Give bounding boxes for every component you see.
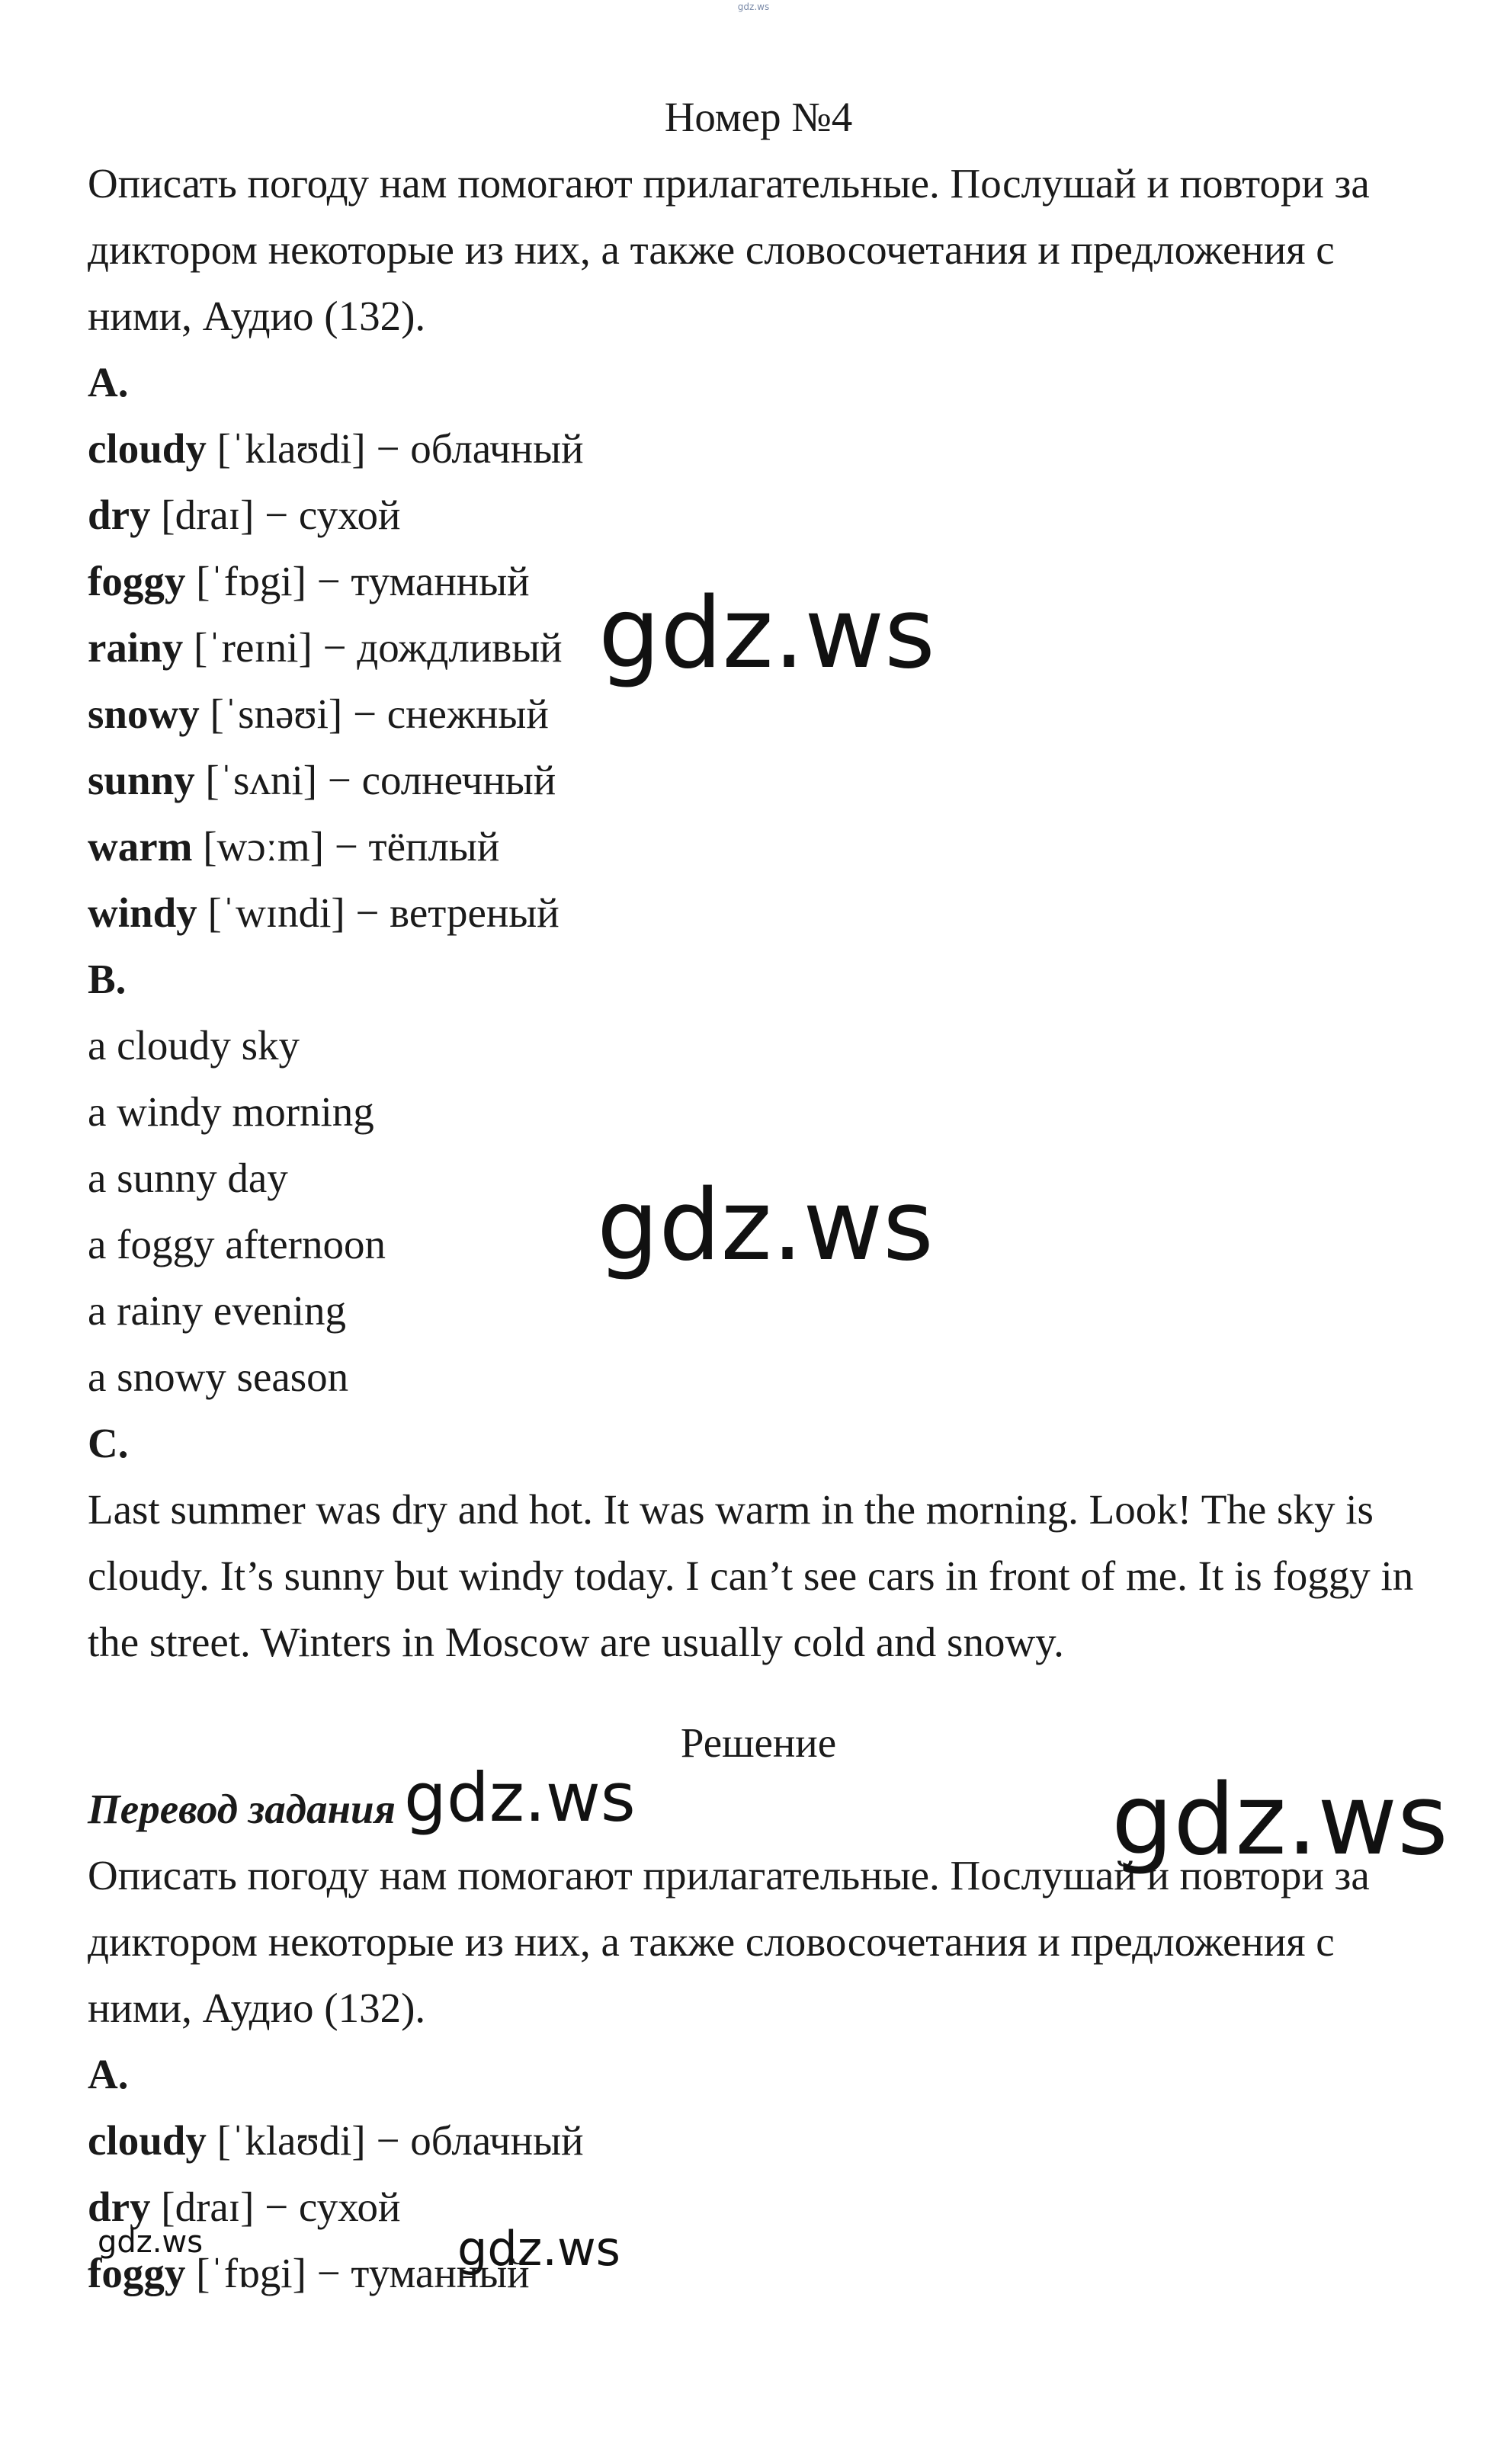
watermark-logo: gdz.ws	[457, 2221, 620, 2277]
vocab-definition: [draɪ] − сухой	[150, 492, 401, 538]
vocab-definition: [ˈfɒgi] − туманный	[185, 2250, 530, 2296]
vocab-word: cloudy	[88, 2117, 207, 2164]
vocab-item	[88, 482, 1429, 548]
watermark-logo: gdz.ws	[404, 1758, 636, 1837]
vocab-item	[88, 681, 1429, 747]
vocab-definition: [ˈklaʊdi] − облачный	[206, 2117, 584, 2164]
vocab-item	[88, 880, 1429, 946]
vocab-word: snowy	[88, 690, 200, 737]
vocab-definition: [ˈwɪndi] − ветреный	[197, 889, 560, 936]
task-text: Описать погоду нам помогают прилагательные. Послушай и повтори за диктором некоторые из них, а также словосочетания и предложения с ними, Аудио (132).	[88, 160, 1370, 339]
phrase-item: a rainy evening	[88, 1287, 347, 1334]
vocab-word: rainy	[88, 624, 184, 671]
section-c-text: Last summer was dry and hot. It was warm in the morning. Look! The sky is cloudy. It’s sunny but windy today. I can’t see cars in front of me. It is foggy in the street. Winters in Moscow are usually cold and snowy.	[88, 1486, 1414, 1665]
vocab-item	[88, 813, 1429, 880]
translation-text: Описать погоду нам помогают прилагательные. Послушай и повтори за диктором некоторые из них, а также словосочетания и предложения с ними, Аудио (132).	[88, 1852, 1370, 2031]
solution-heading: Решение	[680, 1719, 837, 1766]
phrase-item: a snowy season	[88, 1354, 349, 1400]
section-b-label: B.	[88, 956, 127, 1002]
vocab-word: foggy	[88, 2250, 186, 2296]
section-a-label: A.	[88, 359, 129, 405]
vocab-item	[88, 747, 1429, 813]
translation-heading: Перевод задания	[88, 1786, 396, 1832]
phrase-item: a foggy afternoon	[88, 1221, 386, 1267]
phrase-item: a sunny day	[88, 1155, 288, 1201]
vocab-word: windy	[88, 889, 197, 936]
vocab-definition: [ˈsnəʊi] − снежный	[199, 690, 549, 737]
phrase-item: a windy morning	[88, 1088, 374, 1135]
vocab-definition: [ˈfɒgi] − туманный	[185, 558, 530, 604]
vocab-definition: [ˈsʌni] − солнечный	[194, 757, 556, 803]
vocab-word: foggy	[88, 558, 186, 604]
phrase-item: a cloudy sky	[88, 1022, 300, 1069]
watermark-logo: gdz.ws	[1111, 1764, 1448, 1877]
vocab-item	[88, 415, 1429, 482]
vocab-item	[88, 2174, 1429, 2240]
translation-a-label: A.	[88, 2051, 129, 2097]
section-c-label: C.	[88, 1420, 129, 1466]
watermark-logo: gdz.ws	[598, 577, 935, 690]
page-title: Номер №4	[664, 94, 853, 140]
vocab-word: cloudy	[88, 425, 207, 472]
vocab-definition: [wɔːm] − тёплый	[192, 823, 500, 870]
watermark-logo: gdz.ws	[597, 1169, 934, 1283]
vocab-item	[88, 2240, 1429, 2306]
vocab-word: warm	[88, 823, 193, 870]
watermark-logo: gdz.ws	[98, 2225, 204, 2260]
vocab-word: dry	[88, 492, 151, 538]
vocab-definition: [ˈreɪni] − дождливый	[183, 624, 563, 671]
vocab-word: dry	[88, 2184, 151, 2230]
vocab-definition: [ˈklaʊdi] − облачный	[206, 425, 584, 472]
top-watermark: gdz.ws	[737, 2, 770, 12]
vocab-definition: [draɪ] − сухой	[150, 2184, 401, 2230]
vocab-word: sunny	[88, 757, 195, 803]
vocab-item	[88, 2107, 1429, 2174]
